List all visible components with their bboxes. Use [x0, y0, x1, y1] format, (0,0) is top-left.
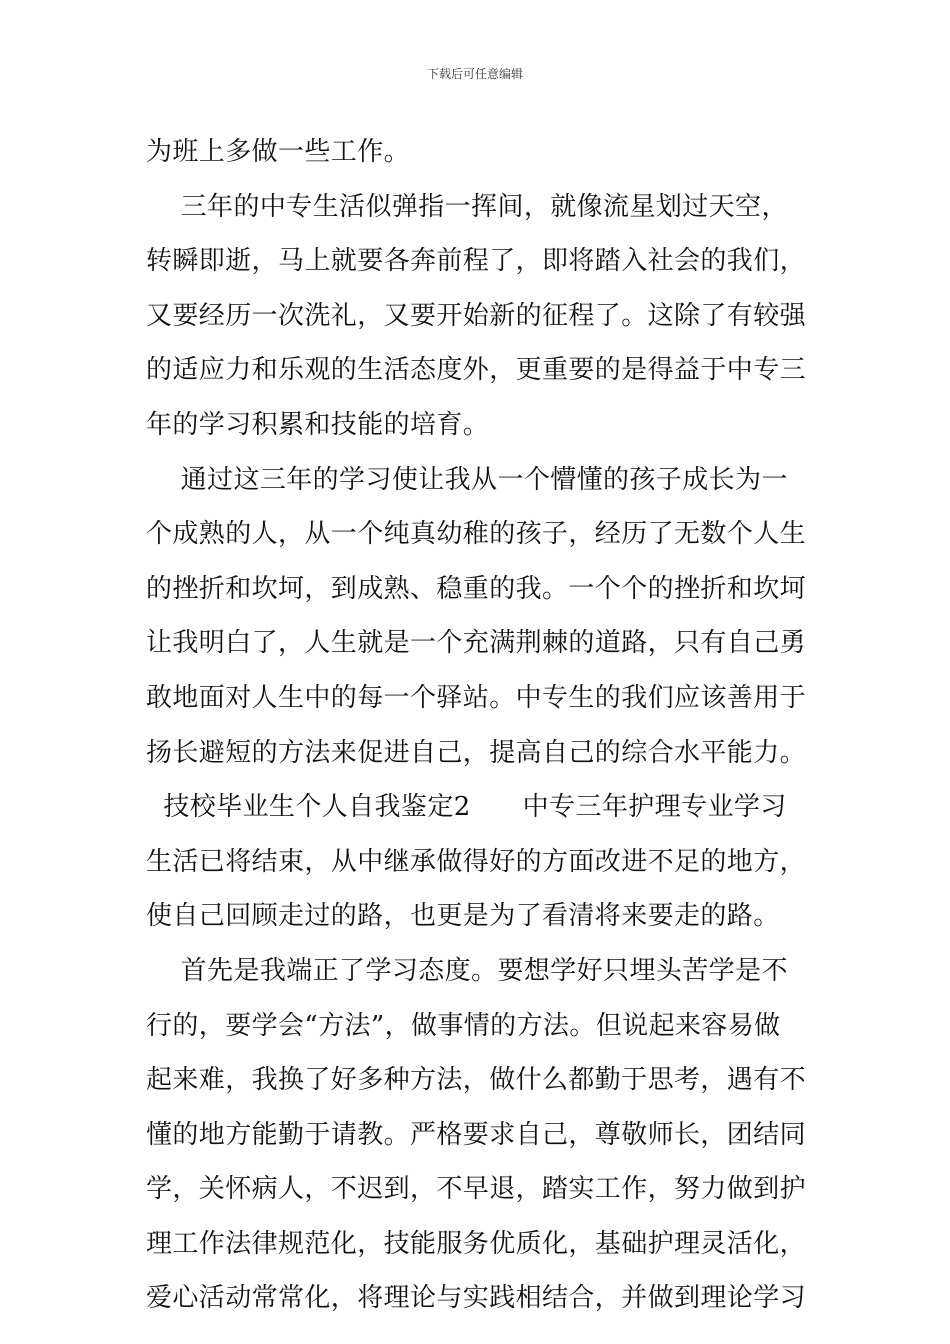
text-line: 学，关怀病人，不迟到，不早退，踏实工作，努力做到护	[146, 1174, 807, 1205]
text-line: 个成熟的人，从一个纯真幼稚的孩子，经历了无数个人生	[146, 519, 807, 550]
text-line: 使自己回顾走过的路，也更是为了看清将来要走的路。	[146, 901, 780, 932]
text-line: 的挫折和坎坷，到成熟、稳重的我。一个个的挫折和坎坷	[146, 573, 807, 604]
text-line: 让我明白了，人生就是一个充满荆棘的道路，只有自己勇	[146, 628, 807, 659]
text-line: 爱心活动常常化，将理论与实践相结合，并做到理论学习	[146, 1283, 807, 1314]
header-note: 下载后可任意编辑	[426, 67, 523, 81]
text-line: 通过这三年的学习使让我从一个懵懂的孩子成长为一	[146, 464, 788, 495]
text-line: 又要经历一次洗礼，又要开始新的征程了。这除了有较强	[146, 300, 807, 331]
text-line: 扬长避短的方法来促进自己，提高自己的综合水平能力。	[146, 737, 807, 768]
section-title-line: 技校毕业生个人自我鉴定2 中专三年护理专业学习	[146, 792, 787, 823]
text-line: 敢地面对人生中的每一个驿站。中专生的我们应该善用于	[146, 682, 807, 713]
document-body	[146, 125, 811, 1326]
text-line: 转瞬即逝，马上就要各奔前程了，即将踏入社会的我们，	[146, 246, 807, 277]
text-line: 三年的中专生活似弹指一挥间，就像流星划过天空，	[146, 191, 788, 222]
text-line: 为班上多做一些工作。	[146, 137, 411, 167]
text-line: 的适应力和乐观的生活态度外，更重要的是得益于中专三	[146, 355, 807, 386]
text-line: 行的，要学会“方法”，做事情的方法。但说起来容易做	[146, 1010, 781, 1041]
text-line: 起来难，我换了好多种方法，做什么都勤于思考，遇有不	[146, 1065, 807, 1096]
text-line: 生活已将结束，从中继承做得好的方面改进不足的地方，	[146, 846, 807, 877]
text-line: 首先是我端正了学习态度。要想学好只埋头苦学是不	[146, 955, 788, 986]
text-line: 理工作法律规范化，技能服务优质化，基础护理灵活化，	[146, 1228, 807, 1259]
text-line: 懂的地方能勤于请教。严格要求自己，尊敬师长，团结同	[146, 1119, 807, 1150]
text-line: 年的学习积累和技能的培育。	[146, 409, 490, 440]
